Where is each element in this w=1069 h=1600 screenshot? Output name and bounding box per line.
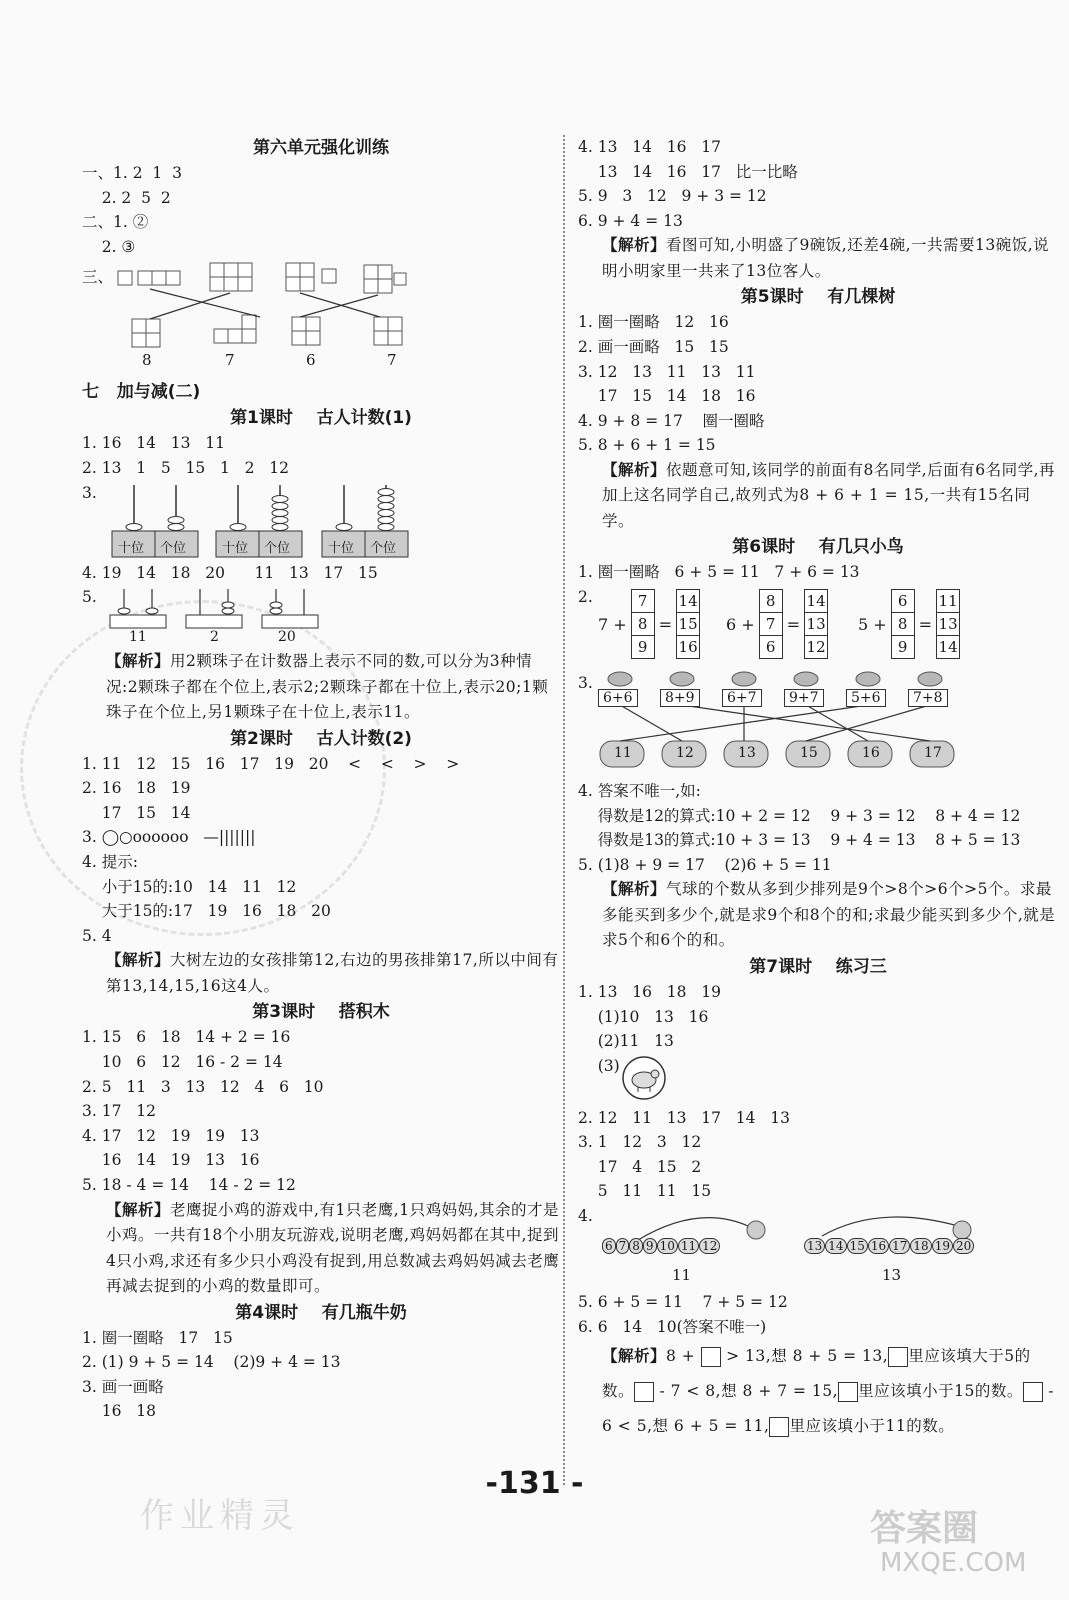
lesson5-title: 第5课时 有几棵树 [740, 287, 896, 308]
answer-line: 5. [82, 588, 97, 607]
abacus-label: 十位 [222, 540, 249, 556]
column-divider [563, 135, 565, 1485]
answer-line: (1)10 13 16 [578, 1007, 709, 1026]
answer-line: 3. 17 12 [82, 1102, 156, 1121]
analysis-note: 【解析】8 + > 13,想 8 + 5 = 13, 里应该填大于5的数。 - 7 < 8,想 8 + 7 = 15, 里应该填小于15的数。 - 6 < 5,想 6 + 5 = 11, 里应该填小于11的数。 [602, 1347, 1054, 1436]
blank-box [769, 1417, 789, 1437]
cube-count: 8 [142, 351, 152, 370]
lesson4-title: 第4课时 有几瓶牛奶 [235, 1302, 407, 1323]
blank-box [1023, 1382, 1043, 1402]
answer-line: 16 18 [82, 1402, 156, 1421]
car-label: 16 [862, 745, 880, 762]
cube-stacks-svg [110, 259, 410, 375]
answer-line: 17 15 14 18 16 [578, 387, 756, 406]
car-label: 17 [924, 745, 942, 762]
answer-line: 2. 画一画略 15 15 [578, 337, 729, 356]
answer-line: 3. 画一画略 [82, 1377, 164, 1396]
abacus-label: 个位 [370, 540, 397, 556]
addition-table-1: 7 + 7 8 9 = 14 15 16 [598, 589, 700, 659]
answer-line: 二、1. ② [82, 213, 149, 232]
caterpillar-figure [578, 1204, 1058, 1290]
analysis-note: 【解析】依题意可知,该同学的前面有8名同学,后面有6名同学,再加上这名同学自己,故列式为8 + 6 + 1 = 15,一共有15名同学。 [602, 460, 1056, 530]
caterpillar-answer: 11 [672, 1266, 692, 1285]
answer-line: 4. 9 + 8 = 17 圈一圈略 [578, 411, 765, 430]
answer-line: 3. ◯○oooooo —||||||| [82, 828, 256, 847]
abacus-label: 十位 [118, 540, 145, 556]
answer-line: 1. 圈一圈略 6 + 5 = 11 7 + 6 = 13 [578, 563, 860, 582]
cube-count: 7 [225, 351, 235, 370]
bird-label: 8+9 [660, 689, 700, 707]
analysis-note: 【解析】老鹰捉小鸡的游戏中,有1只老鹰,1只鸡妈妈,其余的才是小鸡。一共有18个小朋友玩游戏,说明老鹰,鸡妈妈都在其中,捉到4只小鸡,求还有多少只小鸡没有捉到,用总数减去鸡妈妈减去老鹰再减去捉到的小鸡的数量即可。 [106, 1200, 560, 1296]
answer-line: (2)11 13 [578, 1032, 674, 1051]
answer-line: 1. 16 14 13 11 [82, 434, 225, 453]
lesson6-title: 第6课时 有几只小鸟 [732, 537, 904, 558]
bird-car-matching-figure [578, 671, 1058, 779]
analysis-note: 【解析】看图可知,小明盛了9碗饭,还差4碗,一共需要13碗饭,说明小明家里一共来了13位客人。 [602, 236, 1050, 280]
answer-line: 2. 5 11 3 13 12 4 6 10 [82, 1077, 324, 1096]
abacus-value: 20 [278, 629, 296, 646]
blank-box [634, 1382, 654, 1402]
answer-line: 5. 8 + 6 + 1 = 15 [578, 436, 716, 455]
answer-line: 2. (1) 9 + 5 = 14 (2)9 + 4 = 13 [82, 1353, 341, 1372]
answer-line: 大于15的:17 19 16 18 20 [82, 902, 331, 921]
answer-line: 17 4 15 2 [578, 1157, 702, 1176]
answer-line: 6. 9 + 4 = 13 [578, 211, 683, 230]
answer-line: 5. 6 + 5 = 11 7 + 5 = 12 [578, 1293, 788, 1312]
answer-line: 17 15 14 [82, 803, 191, 822]
cube-count: 7 [387, 351, 397, 370]
bird-label: 9+7 [784, 689, 824, 707]
answer-line: 6. 6 14 10(答案不唯一) [578, 1317, 767, 1336]
cube-matching-figure [82, 259, 560, 375]
bird-label: 6+7 [722, 689, 762, 707]
car-label: 12 [676, 745, 694, 762]
watermark-url: MXQE.COM [880, 1548, 1027, 1578]
right-column [578, 135, 1058, 1444]
blank-box [701, 1347, 721, 1367]
car-label: 15 [800, 745, 818, 762]
lesson7-title: 第7课时 练习三 [749, 956, 887, 977]
caterpillar-answer: 13 [882, 1266, 902, 1285]
cube-count: 6 [306, 351, 316, 370]
left-column [82, 135, 560, 1424]
answer-line: 2. [578, 588, 593, 607]
watermark-left: 作业精灵 [140, 1496, 300, 1536]
lesson1-title: 第1课时 古人计数(1) [230, 408, 412, 429]
bird-label: 7+8 [908, 689, 948, 707]
answer-line: 5. 9 3 12 9 + 3 = 12 [578, 187, 767, 206]
abacus-label: 十位 [328, 540, 355, 556]
answer-line: 4. 提示: [82, 853, 138, 872]
answer-line: 3. 12 13 11 13 11 [578, 362, 756, 381]
answer-line: 2. 13 1 5 15 1 2 12 [82, 458, 290, 477]
answer-line: 5. 18 - 4 = 14 14 - 2 = 12 [82, 1175, 296, 1194]
sheep-figure [578, 1054, 1058, 1106]
answer-line: 得数是12的算式:10 + 2 = 12 9 + 3 = 12 8 + 4 = 12 [578, 806, 1021, 825]
answer-line: 4. [578, 1207, 593, 1226]
answer-line: 10 6 12 16 - 2 = 14 [82, 1053, 283, 1071]
analysis-note: 【解析】用2颗珠子在计数器上表示不同的数,可以分为3种情况:2颗珠子都在个位上,表示2;2颗珠子都在十位上,表示20;1颗珠子在个位上,另1颗珠子在十位上,表示11。 [106, 652, 549, 722]
blank-box [838, 1382, 858, 1402]
answer-line: 得数是13的算式:10 + 3 = 13 9 + 4 = 13 8 + 5 = 13 [578, 831, 1021, 850]
answer-line: 一、1. 2 1 3 [82, 164, 183, 182]
answer-line: 2. 12 11 13 17 14 13 [578, 1108, 790, 1127]
answer-line: 2. ③ [82, 237, 136, 256]
answer-line: 1. 圈一圈略 12 16 [578, 313, 729, 332]
abacus-value: 2 [210, 629, 219, 646]
sheep-icon [622, 1054, 672, 1102]
addition-table-3: 5 + 6 8 9 = 11 13 14 [858, 589, 960, 659]
answer-line: 3. [578, 674, 593, 693]
answer-line: 5. (1)8 + 9 = 17 (2)6 + 5 = 11 [578, 855, 832, 874]
blank-box [888, 1347, 908, 1367]
lesson2-title: 第2课时 古人计数(2) [230, 728, 412, 749]
abacus-label: 个位 [160, 540, 187, 556]
answer-line: (3) [578, 1056, 620, 1075]
answer-line: 三、 [82, 268, 114, 287]
page-number: -131 - [485, 1466, 584, 1501]
answer-line: 13 14 16 17 比一比略 [578, 162, 798, 181]
bird-label: 5+6 [846, 689, 886, 707]
answer-line: 4. 17 12 19 19 13 [82, 1126, 260, 1145]
answer-line: 5 11 11 15 [578, 1182, 712, 1201]
small-abacus-figure [82, 585, 560, 649]
chapter-title: 七 加与减(二) [82, 382, 201, 403]
unit6-title: 第六单元强化训练 [253, 138, 389, 158]
answer-line: 16 14 19 13 16 [82, 1151, 260, 1170]
answer-line: 2. 2 5 2 [82, 188, 171, 207]
analysis-note: 【解析】大树左边的女孩排第12,右边的男孩排第17,所以中间有第13,14,15,16这4人。 [106, 951, 559, 995]
abacus-figure [82, 481, 560, 561]
bird-label: 6+6 [598, 689, 638, 707]
caterpillar-right: 13 14 15 16 17 18 19 20 [804, 1238, 974, 1254]
caterpillar-left: 6 7 8 9 10 11 12 [602, 1238, 720, 1254]
answer-line: 1. 圈一圈略 17 15 [82, 1328, 233, 1347]
answer-line: 小于15的:10 14 11 12 [82, 877, 297, 896]
small-abacus-svg [108, 585, 338, 629]
bird-car-lines-svg [598, 671, 998, 779]
addition-tables-figure [578, 585, 1058, 671]
answer-line: 2. 16 18 19 [82, 779, 191, 798]
answer-line: 1. 15 6 18 14 + 2 = 16 [82, 1028, 291, 1047]
analysis-note: 【解析】气球的个数从多到少排列是9个>8个>6个>5个。求最多能买到多少个,就是求9个和8个的和;求最少能买到多少个,就是求5个和6个的和。 [602, 880, 1056, 950]
abacus-label: 个位 [264, 540, 291, 556]
answer-line: 1. 11 12 15 16 17 19 20 < < > > [82, 754, 460, 773]
answer-line: 4. 19 14 18 20 11 13 17 15 [82, 563, 378, 582]
car-label: 13 [738, 745, 756, 762]
answer-line: 3. [82, 483, 97, 502]
answer-line: 4. 答案不唯一,如: [578, 782, 701, 801]
watermark-logo: 答案圈 [870, 1508, 979, 1549]
answer-line: 5. 4 [82, 926, 112, 945]
answer-line: 3. 1 12 3 12 [578, 1133, 702, 1152]
answer-line: 4. 13 14 16 17 [578, 138, 721, 156]
addition-table-2: 6 + 8 7 6 = 14 13 12 [726, 589, 828, 659]
car-label: 11 [614, 745, 632, 762]
lesson3-title: 第3课时 搭积木 [252, 1002, 390, 1023]
answer-line: 1. 13 16 18 19 [578, 982, 721, 1001]
abacus-value: 11 [129, 629, 147, 646]
